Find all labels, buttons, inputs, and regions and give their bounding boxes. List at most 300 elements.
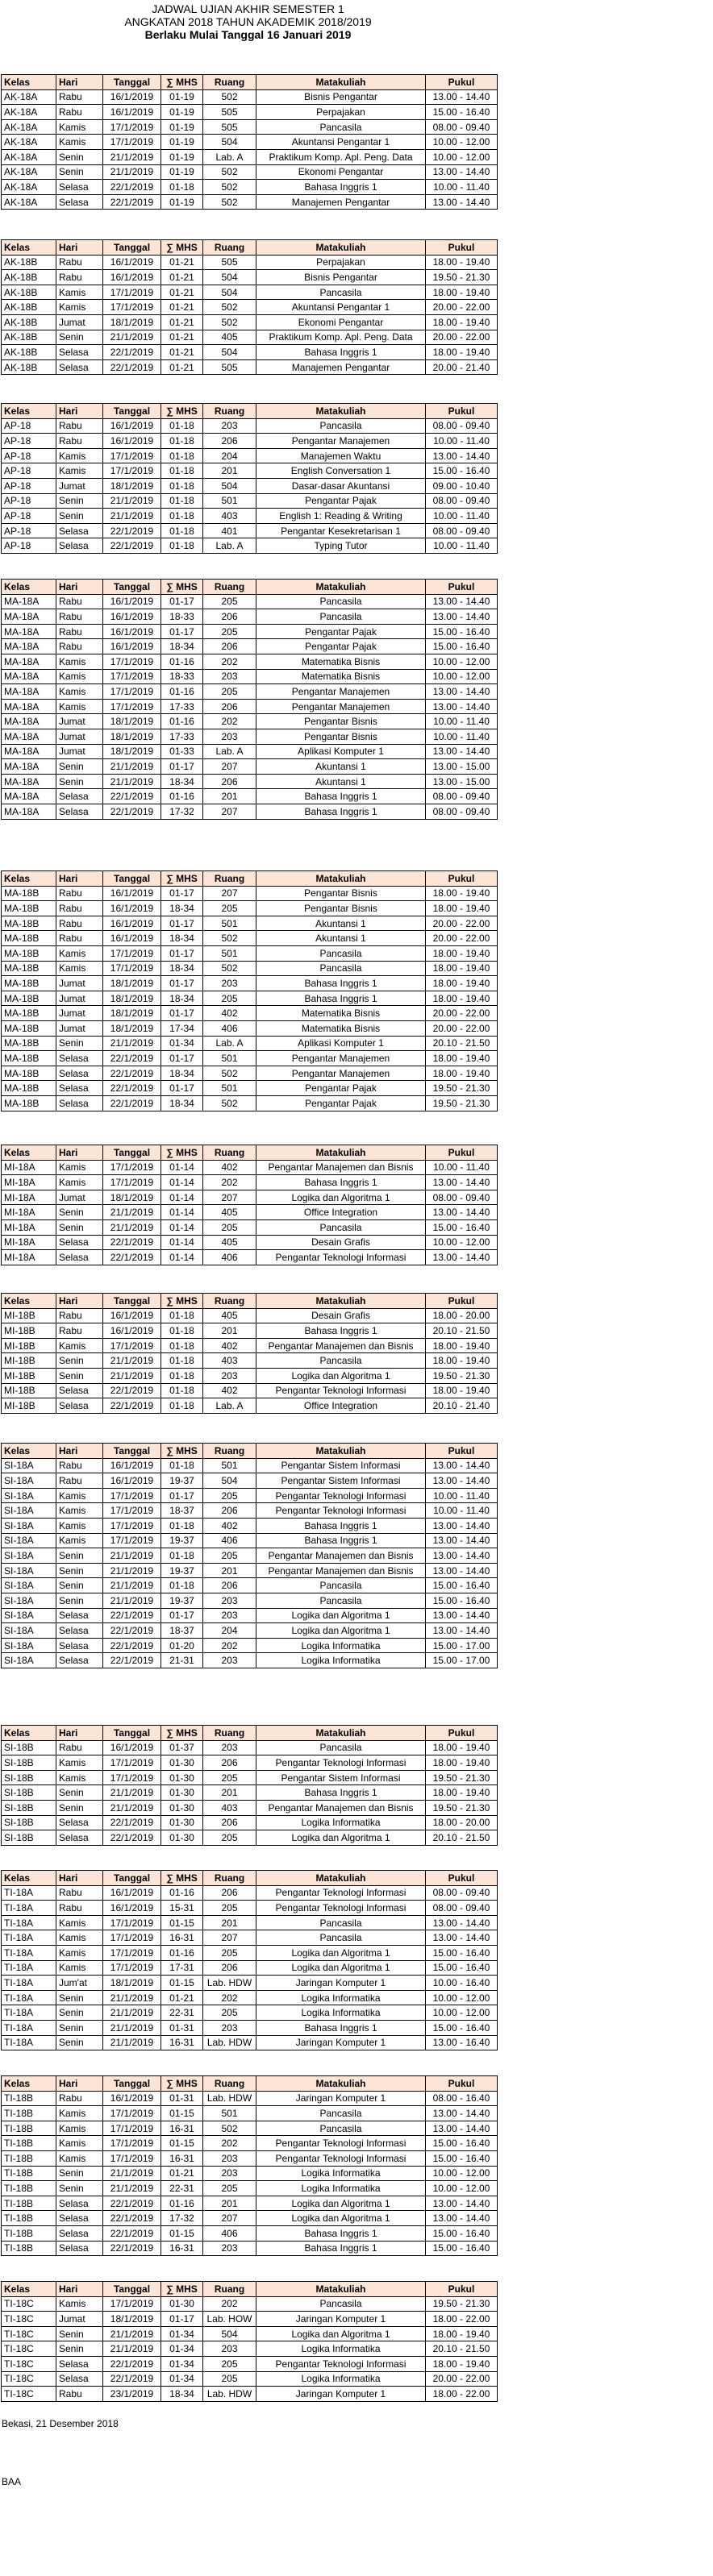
- cell-pukul: 18.00 - 19.40: [426, 991, 498, 1006]
- table-row: [2, 105, 498, 120]
- cell-mhs: 01-17: [161, 945, 203, 961]
- table-row: [2, 1323, 498, 1339]
- cell-pukul: 08.00 - 09.40: [426, 493, 498, 509]
- cell-ruang: 202: [203, 654, 256, 669]
- cell-ruang: 505: [203, 119, 256, 135]
- cell-ruang: 203: [203, 2020, 256, 2035]
- cell-matakuliah: Matematika Bisnis: [256, 654, 426, 669]
- cell-kelas: AP-18: [2, 538, 56, 554]
- cell-tanggal: 17/1/2019: [103, 945, 161, 961]
- cell-tanggal: 22/1/2019: [103, 538, 161, 554]
- cell-tanggal: 21/1/2019: [103, 164, 161, 180]
- cell-kelas: SI-18A: [2, 1653, 56, 1668]
- cell-hari: Kamis: [56, 961, 103, 976]
- cell-tanggal: 16/1/2019: [103, 916, 161, 931]
- cell-pukul: 20.00 - 22.00: [426, 330, 498, 345]
- cell-kelas: TI-18C: [2, 2312, 56, 2327]
- cell-mhs: 17-34: [161, 1020, 203, 1036]
- cell-tanggal: 17/1/2019: [103, 1175, 161, 1190]
- table-row: [2, 270, 498, 285]
- column-header-kelas: Kelas: [2, 240, 56, 256]
- column-header-pukul: Pukul: [426, 871, 498, 887]
- cell-ruang: 201: [203, 789, 256, 804]
- cell-hari: Rabu: [56, 270, 103, 285]
- cell-matakuliah: Pengantar Manajemen dan Bisnis: [256, 1800, 426, 1815]
- column-header-pukul: Pukul: [426, 1294, 498, 1309]
- cell-mhs: 01-17: [161, 1051, 203, 1066]
- column-header-matakuliah: Matakuliah: [256, 1145, 426, 1161]
- table-row: [2, 1578, 498, 1593]
- cell-matakuliah: Pengantar Bisnis: [256, 714, 426, 729]
- cell-hari: Selasa: [56, 804, 103, 819]
- cell-hari: Senin: [56, 2020, 103, 2035]
- cell-hari: Rabu: [56, 434, 103, 449]
- cell-hari: Senin: [56, 1036, 103, 1051]
- cell-tanggal: 21/1/2019: [103, 774, 161, 789]
- cell-kelas: TI-18B: [2, 2166, 56, 2181]
- cell-hari: Senin: [56, 1219, 103, 1235]
- cell-kelas: AP-18: [2, 493, 56, 509]
- cell-matakuliah: Ekonomi Pengantar: [256, 314, 426, 330]
- cell-pukul: 20.00 - 22.00: [426, 2371, 498, 2387]
- cell-pukul: 15.00 - 16.40: [426, 1219, 498, 1235]
- cell-mhs: 01-19: [161, 194, 203, 210]
- schedule-table: [1, 1870, 498, 2050]
- cell-ruang: 402: [203, 1006, 256, 1021]
- cell-matakuliah: Praktikum Komp. Apl. Peng. Data: [256, 330, 426, 345]
- cell-mhs: 01-33: [161, 744, 203, 759]
- column-header-hari: Hari: [56, 1726, 103, 1741]
- table-row: [2, 901, 498, 916]
- cell-tanggal: 21/1/2019: [103, 1578, 161, 1593]
- cell-tanggal: 21/1/2019: [103, 1219, 161, 1235]
- cell-hari: Kamis: [56, 1770, 103, 1785]
- column-header-matakuliah: Matakuliah: [256, 1444, 426, 1459]
- table-row: [2, 2225, 498, 2241]
- cell-ruang: 502: [203, 194, 256, 210]
- cell-hari: Selasa: [56, 1081, 103, 1096]
- cell-tanggal: 17/1/2019: [103, 669, 161, 684]
- cell-kelas: SI-18B: [2, 1800, 56, 1815]
- table-row: [2, 1473, 498, 1489]
- cell-pukul: 15.00 - 16.40: [426, 2136, 498, 2151]
- cell-pukul: 19.50 - 21.30: [426, 1081, 498, 1096]
- column-header-tanggal: Tanggal: [103, 871, 161, 887]
- cell-ruang: 203: [203, 1740, 256, 1755]
- cell-ruang: 203: [203, 2150, 256, 2166]
- schedule-table: [1, 1293, 498, 1414]
- cell-mhs: 01-15: [161, 2136, 203, 2151]
- cell-pukul: 20.10 - 21.50: [426, 1830, 498, 1846]
- cell-pukul: 20.10 - 21.50: [426, 1323, 498, 1339]
- column-header-kelas: Kelas: [2, 404, 56, 419]
- column-header-hari: Hari: [56, 1145, 103, 1161]
- cell-pukul: 19.50 - 21.30: [426, 1770, 498, 1785]
- cell-ruang: 205: [203, 684, 256, 700]
- table-row: [2, 1066, 498, 1081]
- table-row: [2, 609, 498, 625]
- cell-pukul: 15.00 - 16.40: [426, 2225, 498, 2241]
- column-header-hari: Hari: [56, 1444, 103, 1459]
- cell-pukul: 13.00 - 14.40: [426, 1563, 498, 1578]
- cell-hari: Rabu: [56, 1885, 103, 1901]
- cell-pukul: 18.00 - 19.40: [426, 1383, 498, 1398]
- cell-pukul: 10.00 - 11.40: [426, 729, 498, 744]
- table-row: [2, 1006, 498, 1021]
- cell-tanggal: 22/1/2019: [103, 1638, 161, 1653]
- table-row: [2, 774, 498, 789]
- table-row: [2, 804, 498, 819]
- cell-matakuliah: Logika Informatika: [256, 2371, 426, 2387]
- cell-mhs: 01-18: [161, 1308, 203, 1323]
- cell-kelas: SI-18B: [2, 1785, 56, 1801]
- cell-pukul: 18.00 - 19.40: [426, 1353, 498, 1369]
- cell-mhs: 01-21: [161, 300, 203, 315]
- cell-matakuliah: Pengantar Sistem Informasi: [256, 1770, 426, 1785]
- cell-pukul: 13.00 - 14.40: [426, 2211, 498, 2226]
- cell-ruang: Lab. HOW: [203, 2312, 256, 2327]
- cell-mhs: 15-31: [161, 1901, 203, 1916]
- cell-ruang: 402: [203, 1518, 256, 1533]
- cell-hari: Senin: [56, 2326, 103, 2341]
- cell-ruang: 203: [203, 1653, 256, 1668]
- cell-tanggal: 17/1/2019: [103, 654, 161, 669]
- cell-ruang: 502: [203, 180, 256, 195]
- table-row: [2, 2121, 498, 2136]
- cell-mhs: 01-18: [161, 1353, 203, 1369]
- cell-ruang: 501: [203, 1458, 256, 1473]
- cell-pukul: 10.00 - 12.00: [426, 149, 498, 164]
- column-header-ruang: Ruang: [203, 2282, 256, 2297]
- cell-matakuliah: Bisnis Pengantar: [256, 270, 426, 285]
- cell-hari: Senin: [56, 493, 103, 509]
- cell-hari: Senin: [56, 1785, 103, 1801]
- cell-matakuliah: Pancasila: [256, 609, 426, 625]
- cell-kelas: AK-18B: [2, 285, 56, 300]
- cell-mhs: 01-16: [161, 2196, 203, 2211]
- table-row: [2, 1770, 498, 1785]
- cell-pukul: 13.00 - 14.40: [426, 194, 498, 210]
- column-header-ruang: Ruang: [203, 1726, 256, 1741]
- table-row: [2, 1915, 498, 1930]
- cell-kelas: TI-18C: [2, 2371, 56, 2387]
- cell-matakuliah: Pengantar Teknologi Informasi: [256, 1755, 426, 1771]
- cell-pukul: 10.00 - 12.00: [426, 2005, 498, 2021]
- cell-pukul: 13.00 - 14.40: [426, 1473, 498, 1489]
- table-row: [2, 886, 498, 901]
- cell-hari: Selasa: [56, 1638, 103, 1653]
- cell-pukul: 18.00 - 19.40: [426, 1051, 498, 1066]
- cell-kelas: SI-18A: [2, 1593, 56, 1608]
- cell-ruang: 402: [203, 1383, 256, 1398]
- column-header-mhs: ∑ MHS: [161, 580, 203, 595]
- cell-ruang: 206: [203, 1503, 256, 1519]
- table-header-row: [2, 75, 498, 90]
- cell-pukul: 18.00 - 19.40: [426, 886, 498, 901]
- cell-hari: Senin: [56, 1578, 103, 1593]
- cell-pukul: 10.00 - 12.00: [426, 2181, 498, 2196]
- cell-kelas: AP-18: [2, 463, 56, 479]
- cell-matakuliah: Pengantar Teknologi Informasi: [256, 1503, 426, 1519]
- table-row: [2, 1338, 498, 1353]
- cell-pukul: 19.50 - 21.30: [426, 1368, 498, 1383]
- cell-hari: Jumat: [56, 976, 103, 991]
- cell-hari: Senin: [56, 2035, 103, 2050]
- cell-kelas: SI-18B: [2, 1755, 56, 1771]
- cell-pukul: 20.00 - 22.00: [426, 1020, 498, 1036]
- cell-ruang: 205: [203, 901, 256, 916]
- cell-kelas: AK-18B: [2, 345, 56, 360]
- cell-ruang: 201: [203, 2196, 256, 2211]
- cell-hari: Rabu: [56, 2387, 103, 2402]
- table-row: [2, 729, 498, 744]
- table-row: [2, 1623, 498, 1639]
- cell-pukul: 15.00 - 16.40: [426, 2150, 498, 2166]
- cell-matakuliah: Logika dan Algoritma 1: [256, 1190, 426, 1205]
- cell-pukul: 18.00 - 19.40: [426, 1785, 498, 1801]
- cell-mhs: 17-33: [161, 699, 203, 714]
- cell-kelas: MI-18A: [2, 1250, 56, 1265]
- table-row: [2, 1219, 498, 1235]
- cell-ruang: 202: [203, 2136, 256, 2151]
- cell-mhs: 01-18: [161, 463, 203, 479]
- cell-mhs: 01-37: [161, 1740, 203, 1755]
- cell-matakuliah: Bahasa Inggris 1: [256, 1785, 426, 1801]
- cell-pukul: 13.00 - 14.40: [426, 1458, 498, 1473]
- cell-matakuliah: Pancasila: [256, 945, 426, 961]
- cell-kelas: MA-18A: [2, 729, 56, 744]
- cell-matakuliah: Bahasa Inggris 1: [256, 345, 426, 360]
- cell-mhs: 19-37: [161, 1563, 203, 1578]
- cell-mhs: 01-20: [161, 1638, 203, 1653]
- cell-tanggal: 18/1/2019: [103, 1006, 161, 1021]
- table-row: [2, 2106, 498, 2121]
- table-row: [2, 89, 498, 105]
- table-row: [2, 1368, 498, 1383]
- cell-pukul: 10.00 - 11.40: [426, 1488, 498, 1503]
- cell-pukul: 13.00 - 14.40: [426, 609, 498, 625]
- cell-ruang: 202: [203, 1990, 256, 2005]
- column-header-mhs: ∑ MHS: [161, 871, 203, 887]
- cell-tanggal: 21/1/2019: [103, 2341, 161, 2357]
- cell-mhs: 18-34: [161, 1066, 203, 1081]
- cell-mhs: 17-32: [161, 2211, 203, 2226]
- cell-matakuliah: Pancasila: [256, 1740, 426, 1755]
- cell-hari: Rabu: [56, 1740, 103, 1755]
- table-row: [2, 699, 498, 714]
- cell-ruang: Lab. A: [203, 538, 256, 554]
- cell-hari: Selasa: [56, 1623, 103, 1639]
- cell-matakuliah: Logika dan Algoritma 1: [256, 2211, 426, 2226]
- cell-tanggal: 21/1/2019: [103, 509, 161, 524]
- cell-mhs: 01-15: [161, 2225, 203, 2241]
- cell-pukul: 18.00 - 22.00: [426, 2387, 498, 2402]
- cell-mhs: 01-21: [161, 359, 203, 375]
- column-header-tanggal: Tanggal: [103, 404, 161, 419]
- cell-mhs: 01-18: [161, 434, 203, 449]
- cell-kelas: TI-18A: [2, 1960, 56, 1976]
- column-header-hari: Hari: [56, 2282, 103, 2297]
- cell-tanggal: 18/1/2019: [103, 1020, 161, 1036]
- cell-hari: Senin: [56, 774, 103, 789]
- cell-hari: Rabu: [56, 255, 103, 270]
- table-row: [2, 2241, 498, 2256]
- cell-mhs: 01-21: [161, 330, 203, 345]
- cell-hari: Kamis: [56, 2106, 103, 2121]
- cell-hari: Rabu: [56, 1308, 103, 1323]
- cell-tanggal: 22/1/2019: [103, 2211, 161, 2226]
- table-row: [2, 1815, 498, 1830]
- cell-kelas: TI-18A: [2, 2005, 56, 2021]
- cell-kelas: MI-18B: [2, 1338, 56, 1353]
- cell-kelas: TI-18A: [2, 1945, 56, 1960]
- cell-hari: Kamis: [56, 463, 103, 479]
- cell-matakuliah: Bahasa Inggris 1: [256, 180, 426, 195]
- cell-ruang: 206: [203, 639, 256, 654]
- cell-matakuliah: Pancasila: [256, 1593, 426, 1608]
- cell-hari: Rabu: [56, 1901, 103, 1916]
- cell-ruang: 502: [203, 961, 256, 976]
- column-header-tanggal: Tanggal: [103, 1294, 161, 1309]
- cell-ruang: Lab. A: [203, 1036, 256, 1051]
- column-header-hari: Hari: [56, 1871, 103, 1886]
- table-row: [2, 624, 498, 639]
- cell-tanggal: 16/1/2019: [103, 609, 161, 625]
- column-header-kelas: Kelas: [2, 1294, 56, 1309]
- cell-ruang: 205: [203, 2005, 256, 2021]
- cell-tanggal: 22/1/2019: [103, 1095, 161, 1111]
- column-header-mhs: ∑ MHS: [161, 1726, 203, 1741]
- cell-tanggal: 21/1/2019: [103, 2181, 161, 2196]
- cell-tanggal: 16/1/2019: [103, 886, 161, 901]
- column-header-hari: Hari: [56, 2076, 103, 2092]
- cell-matakuliah: Pengantar Manajemen: [256, 1051, 426, 1066]
- table-row: [2, 1638, 498, 1653]
- cell-ruang: 203: [203, 2241, 256, 2256]
- table-row: [2, 945, 498, 961]
- cell-kelas: TI-18B: [2, 2181, 56, 2196]
- table-row: [2, 1503, 498, 1519]
- cell-kelas: SI-18A: [2, 1563, 56, 1578]
- cell-kelas: TI-18B: [2, 2211, 56, 2226]
- table-row: [2, 1308, 498, 1323]
- cell-kelas: SI-18B: [2, 1815, 56, 1830]
- table-row: [2, 509, 498, 524]
- cell-hari: Jum'at: [56, 1976, 103, 1991]
- cell-mhs: 01-19: [161, 164, 203, 180]
- cell-mhs: 01-14: [161, 1219, 203, 1235]
- cell-mhs: 01-15: [161, 2106, 203, 2121]
- cell-matakuliah: Jaringan Komputer 1: [256, 2035, 426, 2050]
- cell-hari: Kamis: [56, 945, 103, 961]
- cell-kelas: MA-18B: [2, 1066, 56, 1081]
- column-header-tanggal: Tanggal: [103, 1145, 161, 1161]
- cell-kelas: AK-18A: [2, 164, 56, 180]
- cell-pukul: 08.00 - 09.40: [426, 418, 498, 434]
- cell-hari: Jumat: [56, 478, 103, 493]
- cell-matakuliah: Pancasila: [256, 1219, 426, 1235]
- table-row: [2, 1945, 498, 1960]
- column-header-hari: Hari: [56, 240, 103, 256]
- cell-pukul: 15.00 - 16.40: [426, 2241, 498, 2256]
- cell-hari: Kamis: [56, 1930, 103, 1946]
- cell-kelas: AK-18A: [2, 119, 56, 135]
- cell-matakuliah: Matematika Bisnis: [256, 669, 426, 684]
- cell-pukul: 18.00 - 19.40: [426, 945, 498, 961]
- column-header-ruang: Ruang: [203, 1294, 256, 1309]
- cell-tanggal: 21/1/2019: [103, 1990, 161, 2005]
- table-row: [2, 1800, 498, 1815]
- table-row: [2, 1095, 498, 1111]
- cell-matakuliah: Pengantar Sistem Informasi: [256, 1458, 426, 1473]
- cell-mhs: 01-17: [161, 886, 203, 901]
- table-row: [2, 1458, 498, 1473]
- table-row: [2, 1518, 498, 1533]
- cell-matakuliah: Matematika Bisnis: [256, 1006, 426, 1021]
- cell-pukul: 13.00 - 14.40: [426, 1915, 498, 1930]
- cell-ruang: 206: [203, 774, 256, 789]
- cell-tanggal: 21/1/2019: [103, 2035, 161, 2050]
- cell-matakuliah: Bahasa Inggris 1: [256, 2020, 426, 2035]
- cell-tanggal: 17/1/2019: [103, 1518, 161, 1533]
- cell-hari: Senin: [56, 1548, 103, 1564]
- cell-mhs: 01-18: [161, 478, 203, 493]
- cell-pukul: 15.00 - 17.00: [426, 1653, 498, 1668]
- column-header-matakuliah: Matakuliah: [256, 240, 426, 256]
- cell-hari: Selasa: [56, 789, 103, 804]
- cell-mhs: 01-30: [161, 1815, 203, 1830]
- cell-matakuliah: Jaringan Komputer 1: [256, 2091, 426, 2106]
- cell-tanggal: 17/1/2019: [103, 1770, 161, 1785]
- cell-hari: Selasa: [56, 538, 103, 554]
- cell-mhs: 18-33: [161, 609, 203, 625]
- cell-tanggal: 17/1/2019: [103, 300, 161, 315]
- cell-tanggal: 16/1/2019: [103, 1473, 161, 1489]
- cell-kelas: MA-18B: [2, 976, 56, 991]
- cell-matakuliah: Pancasila: [256, 418, 426, 434]
- cell-kelas: AP-18: [2, 478, 56, 493]
- cell-mhs: 01-18: [161, 509, 203, 524]
- cell-pukul: 10.00 - 11.40: [426, 1503, 498, 1519]
- cell-tanggal: 17/1/2019: [103, 1960, 161, 1976]
- cell-hari: Kamis: [56, 300, 103, 315]
- cell-matakuliah: Pengantar Bisnis: [256, 729, 426, 744]
- table-row: [2, 1383, 498, 1398]
- cell-pukul: 18.00 - 19.40: [426, 255, 498, 270]
- cell-tanggal: 16/1/2019: [103, 2091, 161, 2106]
- cell-matakuliah: Aplikasi Komputer 1: [256, 1036, 426, 1051]
- table-row: [2, 916, 498, 931]
- cell-pukul: 18.00 - 19.40: [426, 976, 498, 991]
- cell-mhs: 01-19: [161, 89, 203, 105]
- cell-matakuliah: Aplikasi Komputer 1: [256, 744, 426, 759]
- cell-ruang: 206: [203, 434, 256, 449]
- cell-hari: Kamis: [56, 2150, 103, 2166]
- column-header-tanggal: Tanggal: [103, 2282, 161, 2297]
- cell-matakuliah: Pancasila: [256, 285, 426, 300]
- cell-hari: Selasa: [56, 1608, 103, 1623]
- cell-tanggal: 22/1/2019: [103, 804, 161, 819]
- cell-pukul: 13.00 - 16.40: [426, 2035, 498, 2050]
- cell-pukul: 15.00 - 16.40: [426, 1593, 498, 1608]
- cell-mhs: 01-18: [161, 1578, 203, 1593]
- cell-matakuliah: Perpajakan: [256, 105, 426, 120]
- cell-matakuliah: Pancasila: [256, 1930, 426, 1946]
- table-row: [2, 669, 498, 684]
- cell-hari: Rabu: [56, 901, 103, 916]
- table-row: [2, 2326, 498, 2341]
- cell-ruang: 406: [203, 1533, 256, 1548]
